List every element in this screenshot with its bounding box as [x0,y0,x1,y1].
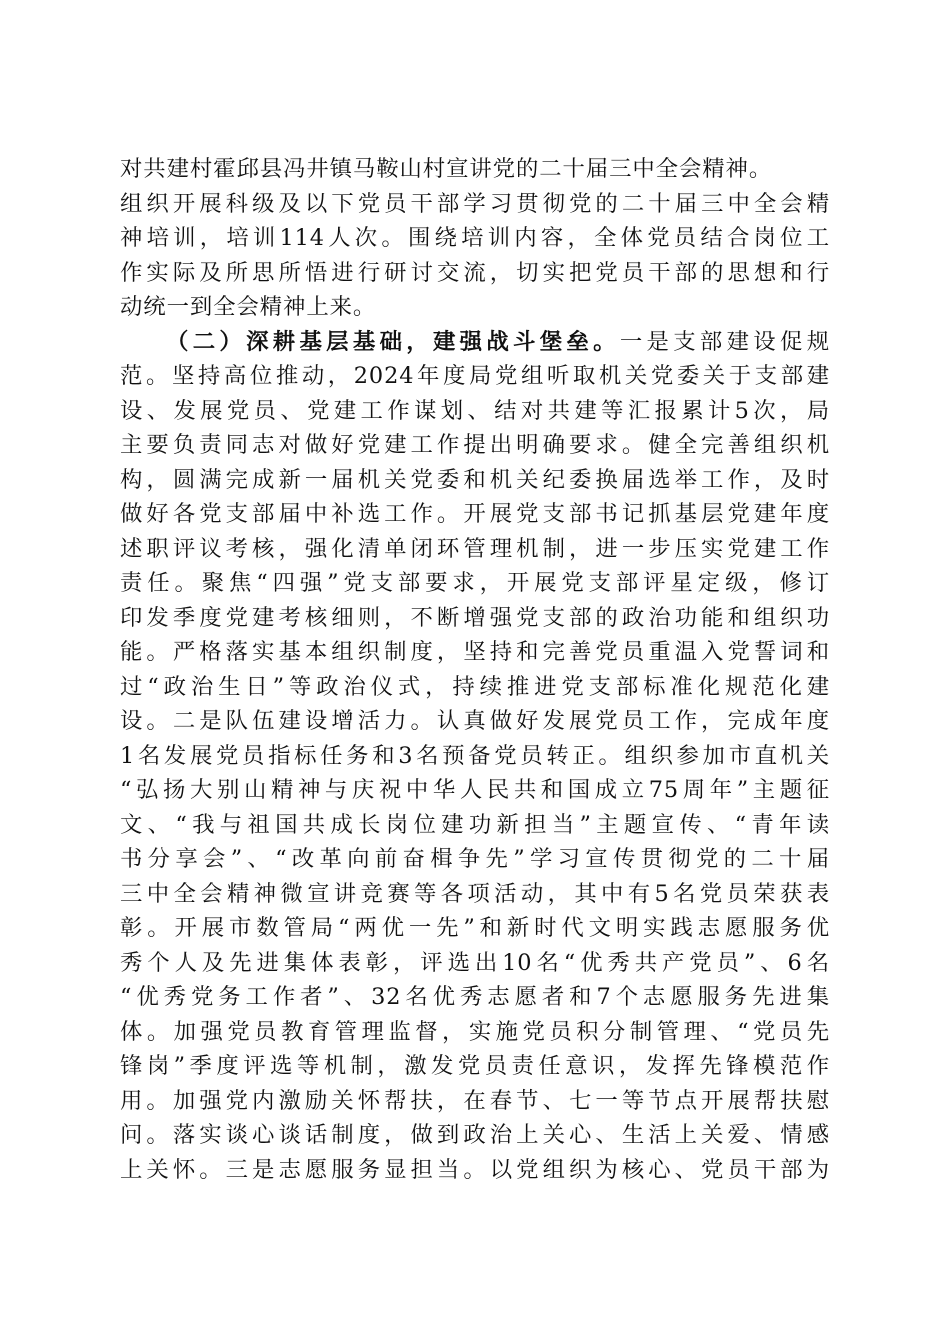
text-line: 1名发展党员指标任务和3名预备党员转正。组织参加市直机关 [120,742,830,769]
text-line: 责任。聚焦“四强”党支部要求，开展党支部评星定级，修订 [120,570,830,596]
text-line: 设。二是队伍建设增活力。认真做好发展党员工作，完成年度 [120,708,830,734]
text-line: 秀个人及先进集体表彰，评选出10名“优秀共产党员”、6名 [120,949,830,976]
text-line: 范。坚持高位推动，2024年度局党组听取机关党委关于支部建 [120,363,830,389]
text-line: 用。加强党内激励关怀帮扶，在春节、七一等节点开展帮扶慰 [120,1087,830,1114]
text-line: 书分享会”、“改革向前奋楫争先”学习宣传贯彻党的二十届 [120,846,830,872]
section-heading: （二）深耕基层基础，建强战斗堡垒。 [166,328,620,355]
text-line: 构，圆满完成新一届机关党委和机关纪委换届选举工作，及时 [120,466,830,493]
text-line: 文、“我与祖国共成长岗位建功新担当”主题宣传、“青年读 [120,811,830,838]
text-line: 印发季度党建考核细则，不断增强党支部的政治功能和组织功 [120,604,830,631]
text-line: 对共建村霍邱县冯井镇马鞍山村宣讲党的二十届三中全会精神。 [120,156,773,182]
text-line: 上关怀。三是志愿服务显担当。以党组织为核心、党员干部为 [120,1156,830,1183]
text-line: 体。加强党员教育管理监督，实施党员积分制管理、“党员先 [120,1018,830,1045]
text-line: 神培训，培训114人次。围绕培训内容，全体党员结合岗位工 [120,225,830,251]
text-line: 锋岗”季度评选等机制，激发党员责任意识，发挥先锋模范作 [120,1053,830,1079]
text-line: 问。落实谈心谈话制度，做到政治上关心、生活上关爱、情感 [120,1122,830,1148]
text-line: 做好各党支部届中补选工作。开展党支部书记抓基层党建年度 [120,501,830,527]
body-text [120,152,830,1187]
text-line: 动统一到全会精神上来。 [120,294,377,320]
text-line: 述职评议考核，强化清单闭环管理机制，进一步压实党建工作 [120,535,830,562]
text-line: 作实际及所思所悟进行研讨交流，切实把党员干部的思想和行 [120,259,830,286]
text-line: “优秀党务工作者”、32名优秀志愿者和7个志愿服务先进集 [120,984,830,1010]
text-line: 过“政治生日”等政治仪式，持续推进党支部标准化规范化建 [120,673,830,700]
text-line: 组织开展科级及以下党员干部学习贯彻党的二十届三中全会精 [120,190,830,217]
section-heading-line [120,325,830,360]
section-heading-rest: 一是支部建设促规 [619,328,830,355]
text-line: 设、发展党员、党建工作谋划、结对共建等汇报累计5次，局 [120,397,830,424]
text-line: 能。严格落实基本组织制度，坚持和完善党员重温入党誓词和 [120,639,830,665]
text-line: 主要负责同志对做好党建工作提出明确要求。健全完善组织机 [120,432,830,458]
text-line: 彰。开展市数管局“两优一先”和新时代文明实践志愿服务优 [120,915,830,941]
text-line: 三中全会精神微宣讲竞赛等各项活动，其中有5名党员荣获表 [120,880,830,907]
text-line: “弘扬大别山精神与庆祝中华人民共和国成立75周年”主题征 [120,777,830,803]
